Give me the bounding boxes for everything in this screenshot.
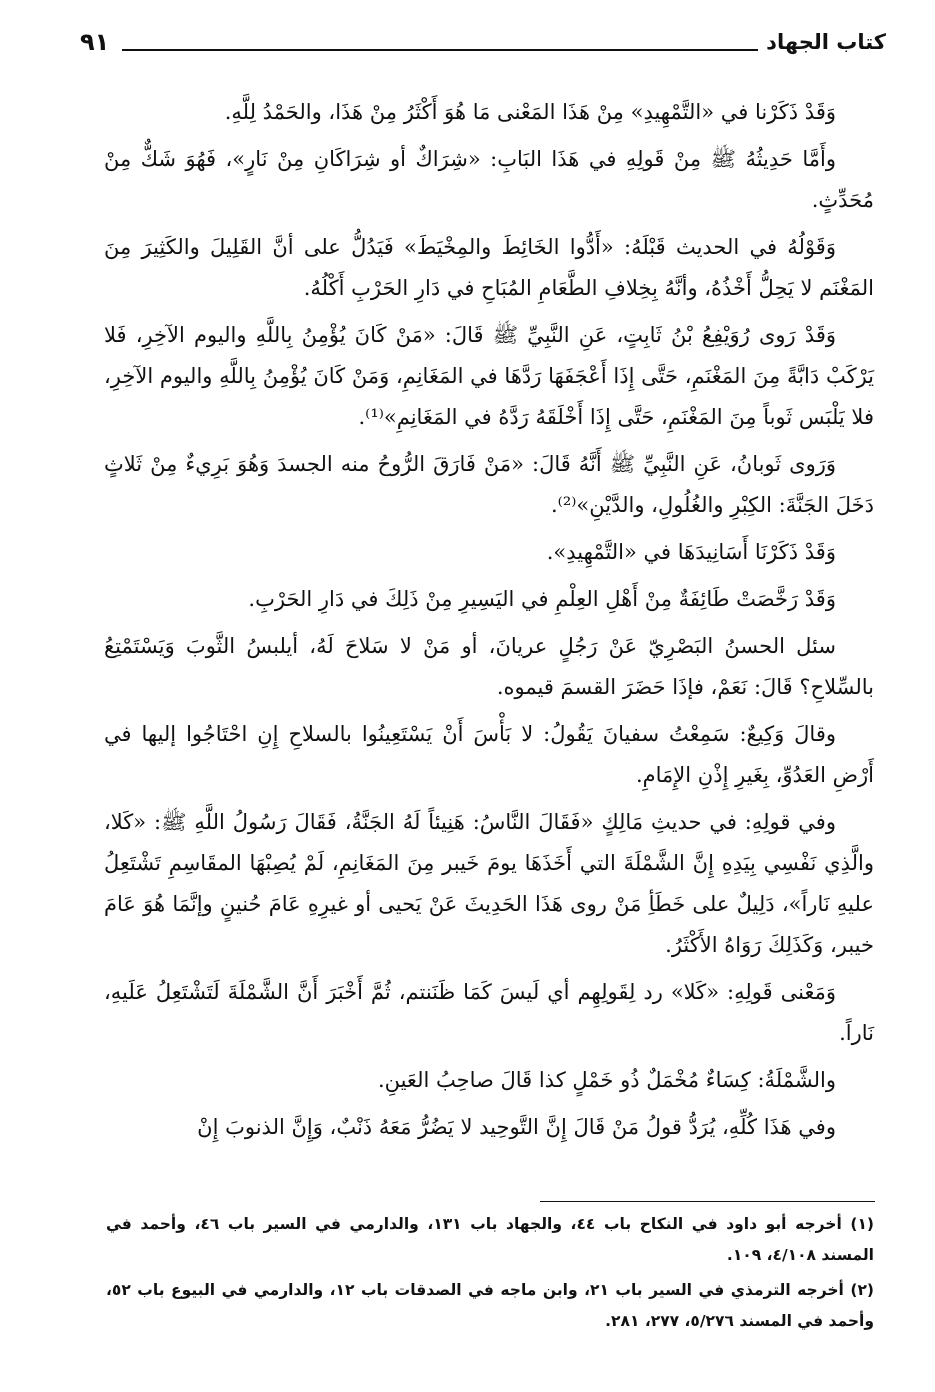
- paragraph: وفي هَذَا كُلِّهِ، يُرَدُّ قولُ مَنْ قَالَ إِنَّ التَّوحِيد لا يَضُرُّ مَعَهُ ذَنْبٌ، وَإِنَّ الذنوبَ إِنْ: [197, 1115, 836, 1139]
- main-text: [104, 92, 874, 1154]
- paragraph: وَقَدْ ذَكَرْنَا أَسَانِيدَهَا في «التَّمْهِيدِ».: [546, 540, 836, 564]
- footnote: (١) أخرجه أبو داود في النكاح باب ٤٤، والجهاد باب ١٣١، والدارمي في السير باب ٤٦، وأحمد في المسند ٤/١٠٨، ١٠٩.: [106, 1215, 874, 1264]
- paragraph: وَقَوْلُهُ في الحديث قَبْلَهُ: «أَدُّوا الخَائِطَ والمِخْيَطَ» فَيَدُلُّ على أنَّ القَلِيلَ والكَثِيرَ مِنَ المَغْنَم لا يَحِلُّ أَخْذُهُ، وأنَّهُ بِخِلافِ الطَّعَامِ المُبَاحِ في دَارِ الحَرْبِ أَكْلُهُ.: [104, 235, 874, 300]
- running-header: [80, 28, 886, 60]
- footnotes: [106, 1209, 874, 1341]
- paragraph: وقالَ وَكِيعٌ: سَمِعْتُ سفيانَ يَقُولُ: لا بَأْسَ أَنْ يَسْتَعِينُوا بالسلاحِ إِنِ احْتَاجُوا إليها في أَرْضِ العَدُوِّ، بِغَيرِ إِذْنِ الإِمَامِ.: [104, 722, 874, 787]
- paragraph: وَمَعْنى قَولِهِ: «كَلا» رد لِقَولِهِم أي لَيسَ كَمَا ظَنَنتم، ثُمَّ أَخْبَرَ أَنَّ الشَّمْلَةَ لَتَشْتَعِلُ عَلَيهِ، نَاراً.: [104, 980, 874, 1045]
- page-number: ٩١: [80, 28, 110, 56]
- footnote: (٢) أخرجه الترمذي في السير باب ٢١، وابن ماجه في الصدقات باب ١٢، والدارمي في البيوع باب ٥٢، وأحمد في المسند ٥/٢٧٦، ٢٧٧، ٢٨١.: [106, 1281, 874, 1330]
- paragraph: سئل الحسنُ البَصْرِيّ عَنْ رَجُلٍ عريانَ، أو مَنْ لا سَلاحَ لَهُ، أيلبسُ الثَّوبَ وَيَسْتَمْتِعُ بالسِّلاحِ؟ قَالَ: نَعَمْ، فإذَا حَضَرَ القسمَ قيموه.: [104, 634, 874, 699]
- footnote-separator: [540, 1201, 875, 1202]
- paragraph: وَقَدْ رَوى رُوَيْفِعُ بْنُ ثَابِتٍ، عَنِ النَّبِيِّ ﷺ قَالَ: «مَنْ كَانَ يُؤْمِنُ بِاللَّهِ واليوم الآخِرِ، فَلا يَرْكَبْ دَابَّةً مِنَ المَغْنَمِ، حَتَّى إِذَا أَعْجَفَهَا رَدَّهَا في المَغَانِمِ، وَمَنْ كَانَ يُؤْمِنُ بِاللَّهِ واليوم الآخِرِ، فلا يَلْبَس ثَوباً مِنَ المَغْنَمِ، حَتَّى إِذَا أَخْلَقَهُ رَدَّهُ في المَغَانِمِ»⁽¹⁾.: [104, 323, 874, 429]
- paragraph: وأَمَّا حَدِيثُهُ ﷺ مِنْ قَولِهِ في هَذَا البَابِ: «شِرَاكٌ أو شِرَاكَانِ مِنْ نَارٍ»، فَهُوَ شَكٌّ مِنْ مُحَدِّثٍ.: [104, 147, 874, 212]
- paragraph: وَقَدْ ذَكَرْنا في «التَّمْهِيدِ» مِنْ هَذَا المَعْنى مَا هُوَ أَكْثَرُ مِنْ هَذَا، والحَمْدُ لِلَّهِ.: [224, 100, 836, 124]
- chapter-title: كتاب الجهاد: [766, 30, 886, 54]
- paragraph: والشَّمْلَةُ: كِسَاءٌ مُخْمَلٌ ذُو خَمْلٍ كذا قَالَ صاحِبُ العَينِ.: [377, 1068, 836, 1092]
- paragraph: وَرَوى ثَوبانُ، عَنِ النَّبِيِّ ﷺ أَنَّهُ قَالَ: «مَنْ فَارَقَ الرُّوحُ منه الجسدَ وَهُوَ بَرِيءٌ مِنْ ثَلاثٍ دَخَلَ الجَنَّةَ: الكِبْرِ والغُلُولِ، والدَّيْنِ»⁽²⁾.: [104, 452, 874, 517]
- header-rule: [122, 49, 758, 51]
- paragraph: وَقَدْ رَخَّصَتْ طَائِفَةٌ مِنْ أَهْلِ العِلْمِ في اليَسِيرِ مِنْ ذَلِكَ في دَارِ الحَرْبِ.: [248, 587, 836, 611]
- paragraph: وفي قولِهِ: في حديثِ مَالِكٍ «فَقَالَ النَّاسُ: هَنِيئاً لَهُ الجَنَّةُ، فَقَالَ رَسُولُ اللَّهِ ﷺ: «كَلا، والَّذِي نَفْسِي بِيَدِهِ إِنَّ الشَّمْلَةَ التي أَخَذَهَا يومَ خَيبر مِنَ المَغَانِمِ، لَمْ يُصِبْهَا المقَاسِمِ تَشْتَعِلُ عليهِ نَاراً»، دَلِيلٌ على خَطَأِ مَنْ روى هَذَا الحَدِيثَ عَنْ يَحيى أو غيرِهِ عَامَ حُنينٍ وإنَّمَا هُوَ عَامَ خيبر، وَكَذَلِكَ رَوَاهُ الأَكْثَرُ.: [104, 810, 874, 957]
